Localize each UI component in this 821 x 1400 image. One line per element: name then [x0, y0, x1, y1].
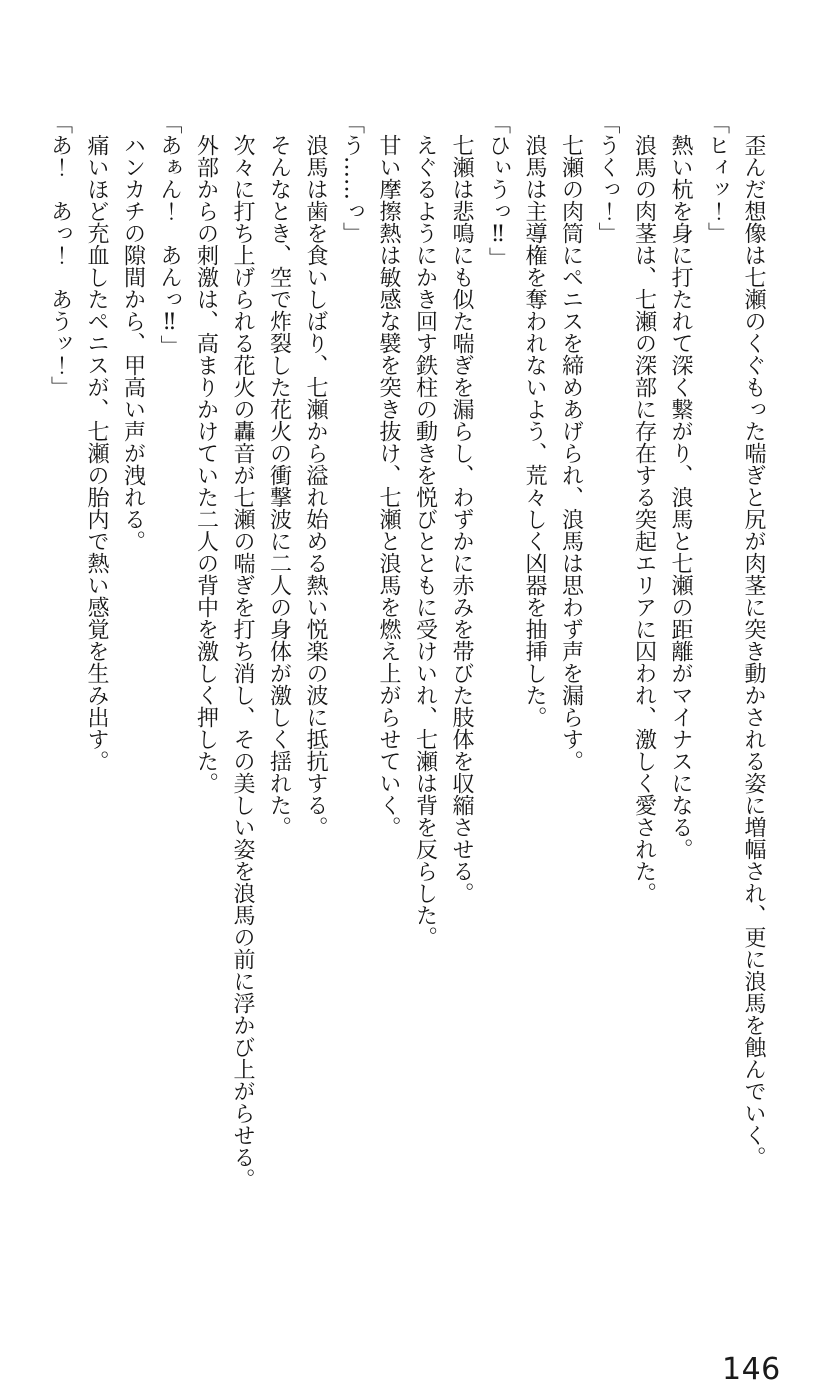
narration-line: 浪馬は歯を食いしばり、七瀬から溢れ始める熱い悦楽の波に抵抗する。 — [303, 134, 328, 838]
narration-line: 浪馬の肉茎は、七瀬の深部に存在する突起エリアに囚われ、激しく愛された。 — [631, 134, 657, 904]
page-number: 146 — [722, 1352, 781, 1387]
dialogue-line: 「う……っ」 — [339, 112, 365, 244]
dialogue-line: 「あぁん！ あんっ‼」 — [157, 112, 182, 357]
narration-line: そんなとき、空で炸裂した花火の衝撃波に二人の身体が激しく揺れた。 — [266, 134, 292, 838]
narration-line: ハンカチの隙間から、甲高い声が洩れる。 — [120, 134, 146, 552]
narration-line: 歪んだ想像は七瀬のくぐもった喘ぎと尻が肉茎に突き動かされる姿に増幅され、更に浪馬を蝕んでいく。 — [741, 134, 766, 1168]
narration-line: 七瀬は悲鳴にも似た喘ぎを漏らし、わずかに赤みを帯びた肢体を収縮させる。 — [449, 134, 474, 904]
dialogue-line: 「うくっ！」 — [595, 112, 620, 244]
dialogue-line: 「ヒィッ！」 — [704, 112, 730, 244]
text-columns — [41, 112, 771, 1207]
narration-line: 痛いほど充血したペニスが、七瀬の胎内で熱い感覚を生み出す。 — [84, 134, 109, 772]
narration-line: 浪馬は主導権を奪われないよう、荒々しく凶器を抽挿した。 — [522, 134, 547, 728]
narration-line: 七瀬の肉筒にペニスを締めあげられ、浪馬は思わず声を漏らす。 — [558, 134, 584, 772]
narration-line: えぐるようにかき回す鉄柱の動きを悦びとともに受けいれ、七瀬は背を反らした。 — [412, 134, 438, 948]
narration-line: 次々に打ち上げられる花火の轟音が七瀬の喘ぎを打ち消し、その美しい姿を浪馬の前に浮かび上がらせる。 — [230, 134, 255, 1190]
narration-line: 甘い摩擦熱は敏感な襞を突き抜け、七瀬と浪馬を燃え上がらせていく。 — [376, 134, 401, 838]
narration-line: 熱い杭を身に打たれて深く繋がり、浪馬と七瀬の距離がマイナスになる。 — [668, 134, 693, 860]
dialogue-line: 「あ！ あっ！ あうッ！」 — [47, 112, 73, 398]
dialogue-line: 「ひぃうっ‼」 — [485, 112, 511, 269]
narration-line: 外部からの刺激は、高まりかけていた二人の背中を激しく押した。 — [193, 134, 219, 794]
